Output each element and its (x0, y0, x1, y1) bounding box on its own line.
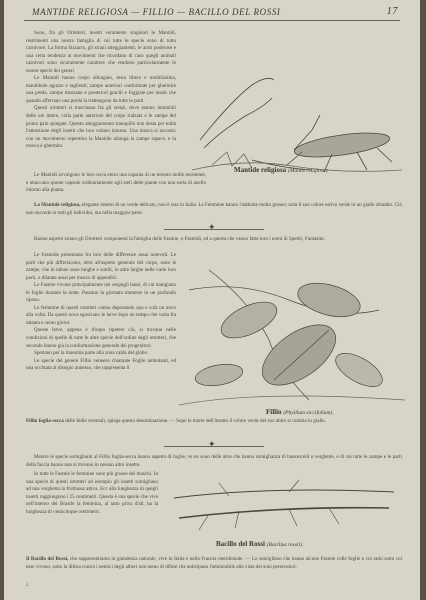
bold-name: La Mantide religiosa, (34, 202, 81, 208)
paragraph: Le Fasmide presentano fra loro delle differenze assai notevoli. Le parti che più differiscono, oltre all'aspetto generale del corpo, sono le zampe, che in talune sono lunghe e sottili, in altre larghe nelle varie loro parti, o dilatate assai per mezzo di appendici. (26, 252, 176, 281)
caption-latin: (Mantis religiosa) (287, 168, 328, 174)
caption-name: Fillio (266, 408, 282, 416)
paragraph: Mentre le specie somiglianti al Fillio foglia-secca hanno aspetto di foglie, ve ne sono delle altre che hanno somiglianza di bastoncelli o verghette, e di cui tutte le zampe e le parti della faccia hanno non si trovano in nessun altro insetto. (26, 454, 402, 468)
paragraph: Questi ortotteri si trascinano fra gli sterpi, dove stanno immobili delle ore intere, colla parte anteriore del corpo rialzata e le zampe del primo paio spiegate. Questo atteggiamento tranquillo non desta per nulla l'attenzione degli insetti che loro volano intorno. Una mosca si accosta: con un movimento repentino la Mantide allunga la zampe rapace, e la mosca è ghermita. (26, 105, 176, 150)
fillio-intro (26, 236, 402, 244)
mantide-closing (26, 202, 402, 217)
caption-latin: (Phyllium siccifolium). (283, 410, 334, 416)
bacillo-illustration (169, 478, 399, 538)
paragraph: Spettano per la massima parte alla zona calda del globo. (34, 350, 149, 357)
running-header (24, 6, 400, 21)
page-number: 17 (386, 6, 398, 17)
running-title: MANTIDE RELIGIOSA — FILLIO — BACILLO DEL ROSSI (32, 7, 281, 17)
caption-name: Bacillo del Rossi (216, 540, 266, 548)
fillio-closing (26, 418, 402, 426)
bacillo-intro (26, 454, 402, 469)
book-page (4, 0, 420, 600)
paragraph: Le Mantidi hanno corpo allungato, testa libera e mobilissima, mandibole aguzze e taglienti; zampe anteriori conformate per ghermire una preda, zampe mezzane e posteriori gracili e foggiate per modo che quando afferrano una preda la trattengono da tutte le parti. (26, 75, 176, 104)
closing-text: delle Indie orientali, spiega questa denominazione. — Sopo le morte dell'insetto il colore verde del suo abito si cambia in giallo. (65, 418, 327, 424)
paragraph: Sono, fra gli Ortotteri, insetti veramente singolari le Mantidi, restrimenti una nostra famiglia di cui tutte le specie sono di tutto carnivore. La forma bizzarra, gli strani atteggiamenti, le armi poderose e una certa tendenza ai movimenti che ricordano di caso quegli animali carnivori sono sicuramente carattere che rendono particolarmente le nostre specie dei generi (26, 30, 176, 74)
signature-mark: 2 (26, 583, 29, 588)
mantide-text-continued (26, 172, 206, 195)
bold-name: Il Bacillo del Rossi, (26, 556, 69, 562)
fillio-illustration (179, 260, 405, 410)
paragraph: Queste larve, appena è d'uopo ripetere ciò, si trovano nelle condizioni di quelle di tutte le altre specie dell'ordine degli ortotteri, che secondo hanno già la conformazione generale dei progenitori. (26, 327, 176, 349)
fillio-text-column (26, 252, 176, 373)
bacillo-caption (216, 540, 303, 548)
paragraph: Hanno aspetto strano gli Ortotteri componenti la famiglia delle Fasmie, o Fasmidi, ed a questa che vanno fatte loro i nomi di Spettri, Fantasmi. (34, 236, 325, 242)
mantis-caption (234, 166, 328, 174)
paragraph: In tutte le Fasmie le femmine sono più grosse dei maschi. In una specie di questi ortotteri ad esempio gli insetti somigliano ad una verghetta in fruttuosa attiva. Ecc alla lunghezza di quegli insetti raggiungono i 25 centimetri. Questa è una specie che vive nell'interno del Brasile la femmina, al tatto priva d'ali, ha la lunghezza di venticinque centimetri. (26, 471, 158, 515)
closing-text: elegante insetto di un verde delicato, non è rara in Italia. Le Femmine hanno l'addome molto grosso; nota il suo colore estivo verde in un giallo sbiadito. Ciò non succede in tutti gli individui, ma nella maggior parte. (26, 202, 402, 216)
bacillo-closing (26, 556, 402, 571)
mantide-text-column (26, 30, 176, 151)
divider-ornament-icon: ✦ (208, 439, 216, 449)
paragraph: Le femmine di questi ortotteri vanno deponendo qua e colà un uovo alla volta. Da questi uova sgusciano le larve dopo un tempo che varia fra ottanta e cento giorni. (26, 304, 176, 326)
mantis-illustration (192, 70, 402, 180)
paragraph: Le Mantidi avvolgono le loro uova entro una capsula di un tessuto molle resistente, e attaccano queste capsule ordinariamente agli steli delle piante con una sorta di anello intorno alla pianta. (26, 172, 206, 194)
bacillo-text-column (26, 471, 158, 516)
bold-name: Fillio foglia-secca (26, 418, 64, 424)
divider-ornament-icon: ✦ (208, 222, 216, 232)
caption-latin: (Bacillus rossii). (266, 542, 304, 548)
caption-name: Mantide religiosa (234, 166, 287, 174)
fillio-caption (266, 408, 334, 416)
closing-text: che rappresentiamo in grandezza naturale, vive in Italia e nella Francia meridionale. — Lo somigliano che hanno alcune Fasmie colle foglie o coi rami sotto cui esse vivono, sotto la difesa contro i nemici degli alberi non meno di difese che anticipano l'ammirabile alla vista dei suoi persecutori. (26, 556, 402, 570)
paragraph: Le specie del genere Fillio vennero chiamate Foglie ambulanti, ed una occhiata al disegno annesso, che rappresenta il (26, 357, 176, 372)
paragraph: Le Fasmie vivono principalmente nei cespugli bassi, di cui mangiano le foglie durante la notte. Passano la giornata immerse in un profondo riposo. (26, 282, 176, 304)
